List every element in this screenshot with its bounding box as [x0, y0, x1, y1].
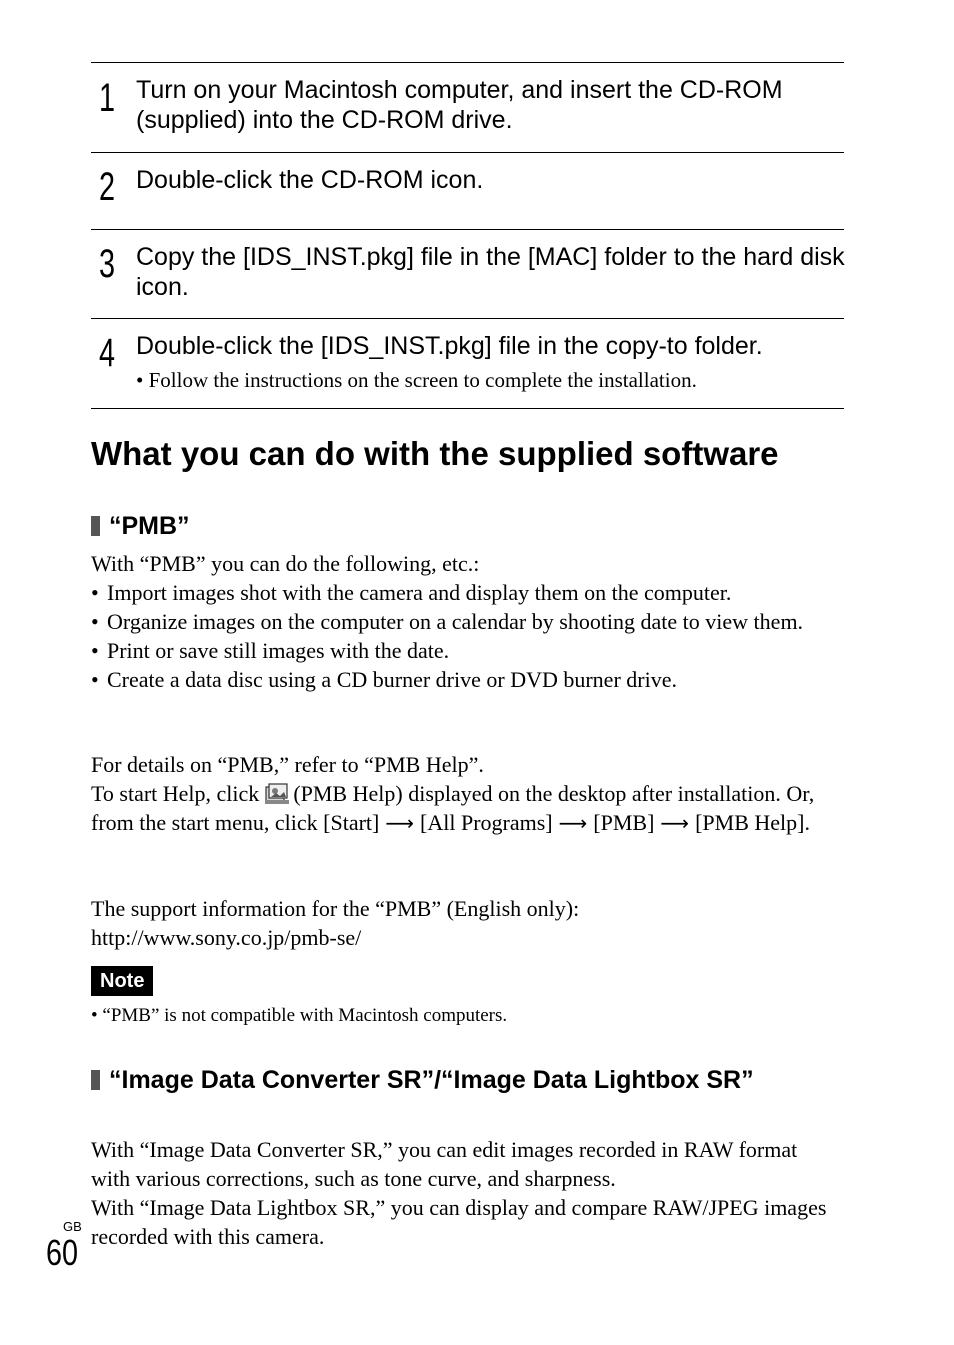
pmb-heading-text: “PMB” [109, 512, 190, 540]
step-divider-3 [91, 318, 844, 319]
heading-marker-icon [91, 516, 100, 536]
pmb-support-url[interactable]: http://www.sony.co.jp/pmb-se/ [91, 925, 362, 950]
step-divider-1 [91, 152, 844, 153]
list-item: • Import images shot with the camera and display them on the computer. [91, 578, 831, 607]
page-region-label: GB [63, 1219, 82, 1234]
page-number: 60 [46, 1232, 79, 1273]
step-4-number: 4 [99, 331, 116, 375]
step-3-number: 3 [99, 242, 116, 286]
help-start-text: To start Help, click [91, 781, 260, 806]
arrow-right-icon: ⟶ [660, 811, 690, 835]
step-1-text: Turn on your Macintosh computer, and insert the CD-ROM (supplied) into the CD-ROM drive. [136, 76, 783, 134]
menu-pmb: [PMB] [593, 810, 655, 835]
pmb-help-icon [263, 780, 291, 806]
idc-heading [91, 1065, 829, 1096]
pmb-feature-list [91, 578, 831, 694]
list-item: • Print or save still images with the date. [91, 636, 831, 665]
pmb-body [91, 549, 831, 694]
pmb-support-text: The support information for the “PMB” (English only): [91, 896, 580, 921]
idc-para-2: With “Image Data Lightbox SR,” you can display and compare RAW/JPEG images recorded with this camera. [91, 1195, 827, 1249]
arrow-right-icon: ⟶ [558, 811, 588, 835]
step-2-text: Double-click the CD-ROM icon. [136, 166, 484, 194]
step-divider-bottom [91, 408, 844, 409]
heading-marker-icon [91, 1070, 100, 1090]
step-4-note: • Follow the instructions on the screen to complete the installation. [136, 368, 697, 392]
idc-heading-text: “Image Data Converter SR”/“Image Data Lightbox SR” [109, 1066, 754, 1094]
step-divider-top [91, 62, 844, 63]
step-2-number: 2 [99, 165, 116, 209]
step-3-text: Copy the [IDS_INST.pkg] file in the [MAC] folder to the hard disk icon. [136, 243, 845, 301]
menu-all-programs: [All Programs] [420, 810, 553, 835]
idc-para-1: With “Image Data Converter SR,” you can edit images recorded in RAW format with various corrections, such as tone curve, and sharpness. [91, 1137, 798, 1191]
menu-pmb-help: [PMB Help]. [695, 810, 810, 835]
step-4-note-text: Follow the instructions on the screen to complete the installation. [148, 368, 697, 392]
arrow-right-icon: ⟶ [385, 811, 415, 835]
pmb-help-instructions [91, 779, 831, 838]
section-title: What you can do with the supplied software [91, 435, 779, 472]
list-item: • Organize images on the computer on a calendar by shooting date to view them. [91, 607, 831, 636]
help-after-icon-text: (PMB Help) displayed on the desktop after installation. Or, from the start menu, click [Start] [91, 781, 815, 835]
idc-body [91, 1135, 831, 1251]
pmb-intro: With “PMB” you can do the following, etc.: [91, 551, 480, 576]
note-badge: Note [91, 966, 153, 996]
list-item: • Create a data disc using a CD burner drive or DVD burner drive. [91, 665, 831, 694]
pmb-heading [91, 511, 190, 542]
step-4-text: Double-click the [IDS_INST.pkg] file in the copy-to folder. [136, 332, 763, 360]
pmb-help-paragraph [91, 750, 831, 838]
note-text-content: “PMB” is not compatible with Macintosh computers. [102, 1005, 508, 1026]
step-1-number: 1 [99, 76, 116, 120]
step-divider-2 [91, 229, 844, 230]
pmb-details: For details on “PMB,” refer to “PMB Help”. [91, 752, 484, 777]
pmb-support [91, 894, 831, 952]
note-text: • “PMB” is not compatible with Macintosh computers. [91, 1005, 508, 1026]
